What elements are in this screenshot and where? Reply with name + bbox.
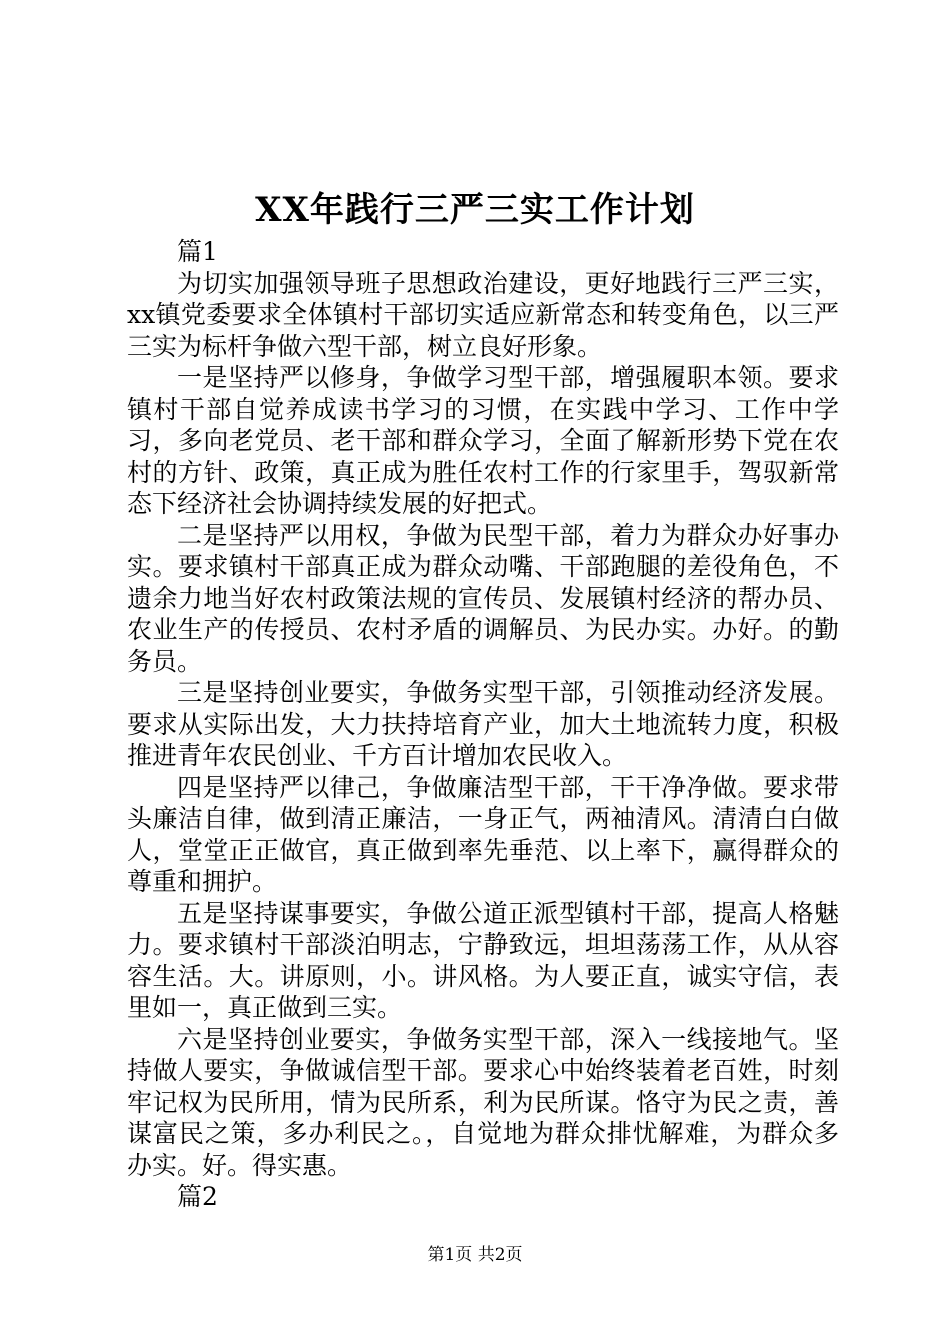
section-heading-1: 篇1 bbox=[177, 237, 218, 266]
paragraph-point-2: 二是坚持严以用权，争做为民型干部，着力为群众办好事办实。要求镇村干部真正成为群众动嘴、干部跑腿的差役角色，不遗余力地当好农村政策法规的宣传员、发展镇村经济的帮办员、农业生产的传授员、农村矛盾的调解员、为民办实。办好。的勤务员。 bbox=[127, 520, 839, 676]
paragraph-point-1: 一是坚持严以修身，争做学习型干部，增强履职本领。要求镇村干部自觉养成读书学习的习惯，在实践中学习、工作中学习，多向老党员、老干部和群众学习，全面了解新形势下党在农村的方针、政策，真正成为胜任农村工作的行家里手，驾驭新常态下经济社会协调持续发展的好把式。 bbox=[127, 363, 839, 518]
page-footer: 第1页 共2页 bbox=[427, 1245, 523, 1265]
paragraph-point-3: 三是坚持创业要实，争做务实型干部，引领推动经济发展。要求从实际出发，大力扶持培育产业，加大土地流转力度，积极推进青年农民创业、千方百计增加农民收入。 bbox=[127, 678, 839, 770]
paragraph-point-6: 六是坚持创业要实，争做务实型干部，深入一线接地气。坚持做人要实，争做诚信型干部。要求心中始终装着老百姓，时刻牢记权为民所用，情为民所系，利为民所谋。恪守为民之责，善谋富民之策，多办利民之。，自觉地为群众排忧解难，为群众多办实。好。得实惠。 bbox=[127, 1024, 839, 1180]
document-title: XX年践行三严三实工作计划 bbox=[255, 190, 695, 230]
document-body bbox=[127, 236, 839, 1213]
paragraph-intro: 为切实加强领导班子思想政治建设，更好地践行三严三实，xx镇党委要求全体镇村干部切实适应新常态和转变角色，以三严三实为标杆争做六型干部，树立良好形象。 bbox=[127, 268, 839, 361]
paragraph-point-5: 五是坚持谋事要实，争做公道正派型镇村干部，提高人格魅力。要求镇村干部淡泊明志，宁静致远，坦坦荡荡工作，从从容容生活。大。讲原则，小。讲风格。为人要正直，诚实守信，表里如一，真正做到三实。 bbox=[127, 898, 839, 1022]
paragraph-point-4: 四是坚持严以律己，争做廉洁型干部，干干净净做。要求带头廉洁自律，做到清正廉洁，一身正气，两袖清风。清清白白做人，堂堂正正做官，真正做到率先垂范、以上率下，赢得群众的尊重和拥护。 bbox=[127, 772, 839, 896]
section-heading-2: 篇2 bbox=[177, 1182, 218, 1211]
